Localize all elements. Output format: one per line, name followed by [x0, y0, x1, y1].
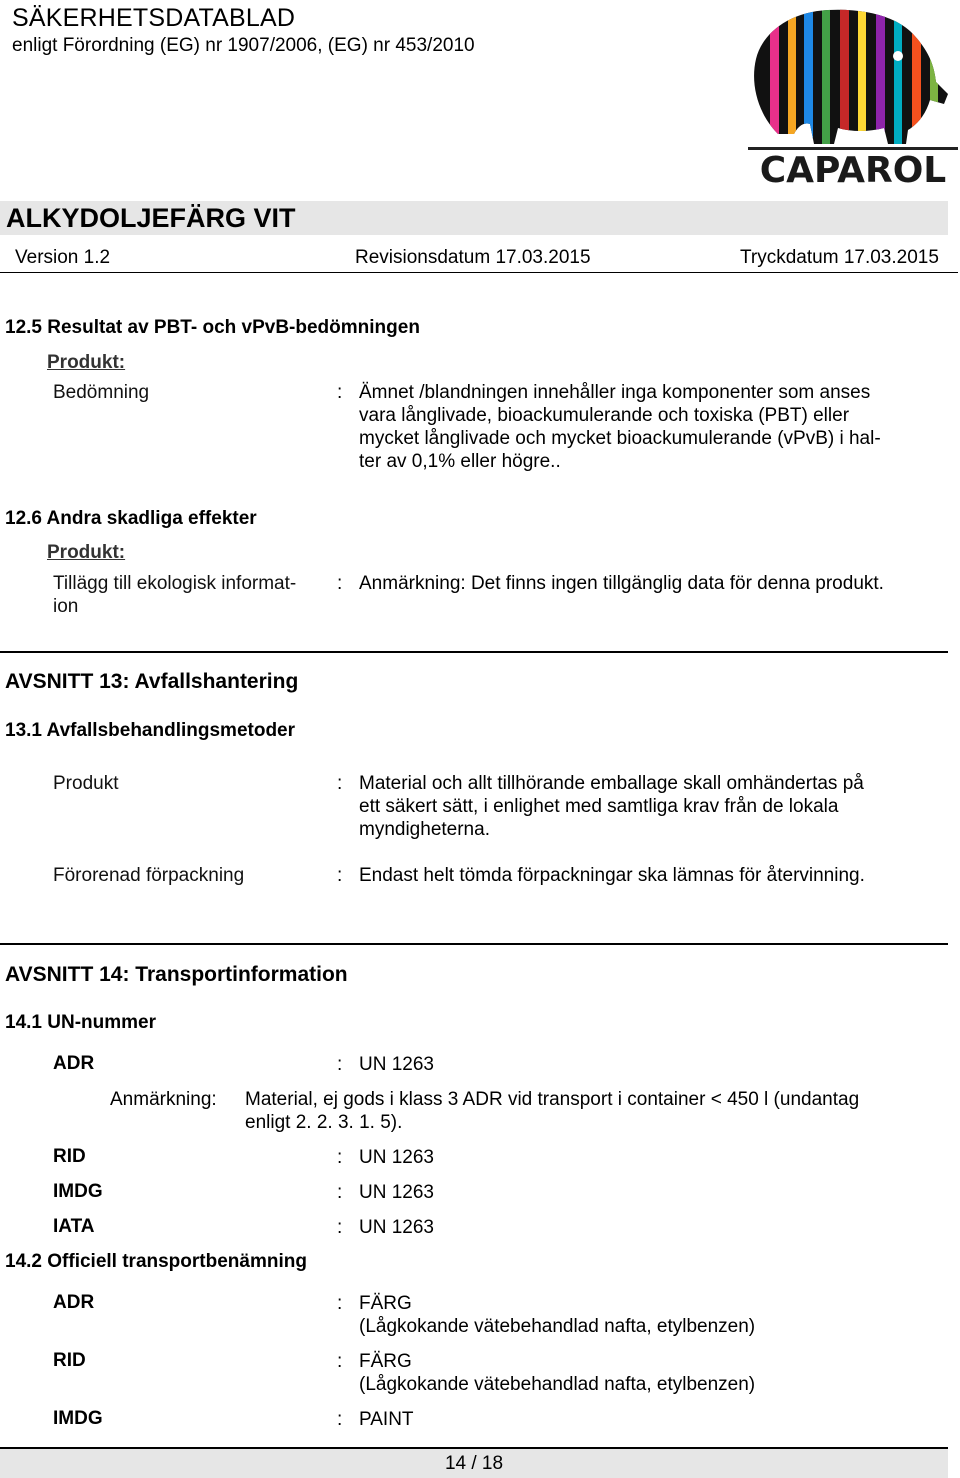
section-14-divider	[0, 943, 948, 945]
section-13-title: AVSNITT 13: Avfallshantering	[5, 670, 299, 693]
colon: :	[337, 573, 343, 594]
name-imdg-value: PAINT	[359, 1409, 414, 1430]
assessment-value: Ämnet /blandningen innehåller inga komponenter som anses vara långlivade, bioackumulerande och toxiska (PBT) eller mycket långlivade och mycket bioackumulerande (vPvB) i hal- ter av 0,1% eller högre..	[359, 382, 881, 472]
colon: :	[337, 1147, 343, 1168]
remark-label: Anmärkning:	[110, 1089, 217, 1110]
remark-value: Material, ej gods i klass 3 ADR vid transport i container < 450 l (undantag enligt 2. 2. 3. 1. 5).	[245, 1089, 860, 1133]
section-14-title: AVSNITT 14: Transportinformation	[5, 963, 348, 986]
name-imdg-label: IMDG	[53, 1408, 103, 1429]
un-adr-value: UN 1263	[359, 1054, 434, 1075]
subsection-12-5-heading: 12.5 Resultat av PBT- och vPvB-bedömningen	[5, 317, 420, 338]
page-number: 14 / 18	[444, 1453, 504, 1474]
caparol-logo	[748, 4, 958, 190]
un-imdg-value: UN 1263	[359, 1182, 434, 1203]
contaminated-packaging-label: Förorenad förpackning	[53, 865, 245, 886]
subsection-13-1-heading: 13.1 Avfallsbehandlingsmetoder	[5, 720, 296, 741]
regulation-subtitle: enligt Förordning (EG) nr 1907/2006, (EG) nr 453/2010	[12, 35, 475, 56]
section-13-divider	[0, 651, 948, 653]
waste-product-value: Material och allt tillhörande emballage skall omhändertas på ett säkert sätt, i enlighet med samtliga krav från de lokala myndigheterna.	[359, 773, 864, 840]
revision-date: Revisionsdatum 17.03.2015	[355, 247, 591, 268]
contaminated-packaging-value: Endast helt tömda förpackningar ska lämnas för återvinning.	[359, 865, 865, 886]
print-date: Tryckdatum 17.03.2015	[740, 247, 939, 268]
un-rid-label: RID	[53, 1146, 86, 1167]
un-iata-value: UN 1263	[359, 1217, 434, 1238]
un-imdg-label: IMDG	[53, 1181, 103, 1202]
colon: :	[337, 1409, 343, 1430]
document-title: SÄKERHETSDATABLAD	[12, 4, 296, 32]
colon: :	[337, 1182, 343, 1203]
subsection-12-6-heading: 12.6 Andra skadliga effekter	[5, 508, 257, 529]
logo-wordmark: CAPAROL	[759, 150, 947, 190]
header-divider	[0, 272, 958, 273]
version: Version 1.2	[15, 247, 111, 268]
name-adr-value: FÄRG (Lågkokande vätebehandlad nafta, etylbenzen)	[359, 1293, 756, 1337]
name-adr-label: ADR	[53, 1292, 95, 1313]
colon: :	[337, 773, 343, 794]
un-adr-label: ADR	[53, 1053, 95, 1074]
colon: :	[337, 1351, 343, 1372]
eco-info-label: Tillägg till ekologisk informat- ion	[53, 573, 297, 617]
colon: :	[337, 865, 343, 886]
elephant-logo-icon	[748, 4, 958, 190]
colon: :	[337, 1054, 343, 1075]
waste-product-label: Produkt	[53, 773, 119, 794]
name-rid-label: RID	[53, 1350, 86, 1371]
eco-info-value: Anmärkning: Det finns ingen tillgänglig data för denna produkt.	[359, 573, 884, 594]
version-row	[0, 247, 958, 272]
subsection-14-1-heading: 14.1 UN-nummer	[5, 1012, 156, 1033]
un-iata-label: IATA	[53, 1216, 95, 1237]
product-label: Produkt:	[47, 352, 126, 373]
colon: :	[337, 382, 343, 403]
assessment-label: Bedömning	[53, 382, 150, 403]
un-rid-value: UN 1263	[359, 1147, 434, 1168]
name-rid-value: FÄRG (Lågkokande vätebehandlad nafta, etylbenzen)	[359, 1351, 756, 1395]
subsection-14-2-heading: 14.2 Officiell transportbenämning	[5, 1251, 307, 1272]
product-name: ALKYDOLJEFÄRG VIT	[6, 203, 296, 233]
colon: :	[337, 1217, 343, 1238]
colon: :	[337, 1293, 343, 1314]
product-label: Produkt:	[47, 542, 126, 563]
